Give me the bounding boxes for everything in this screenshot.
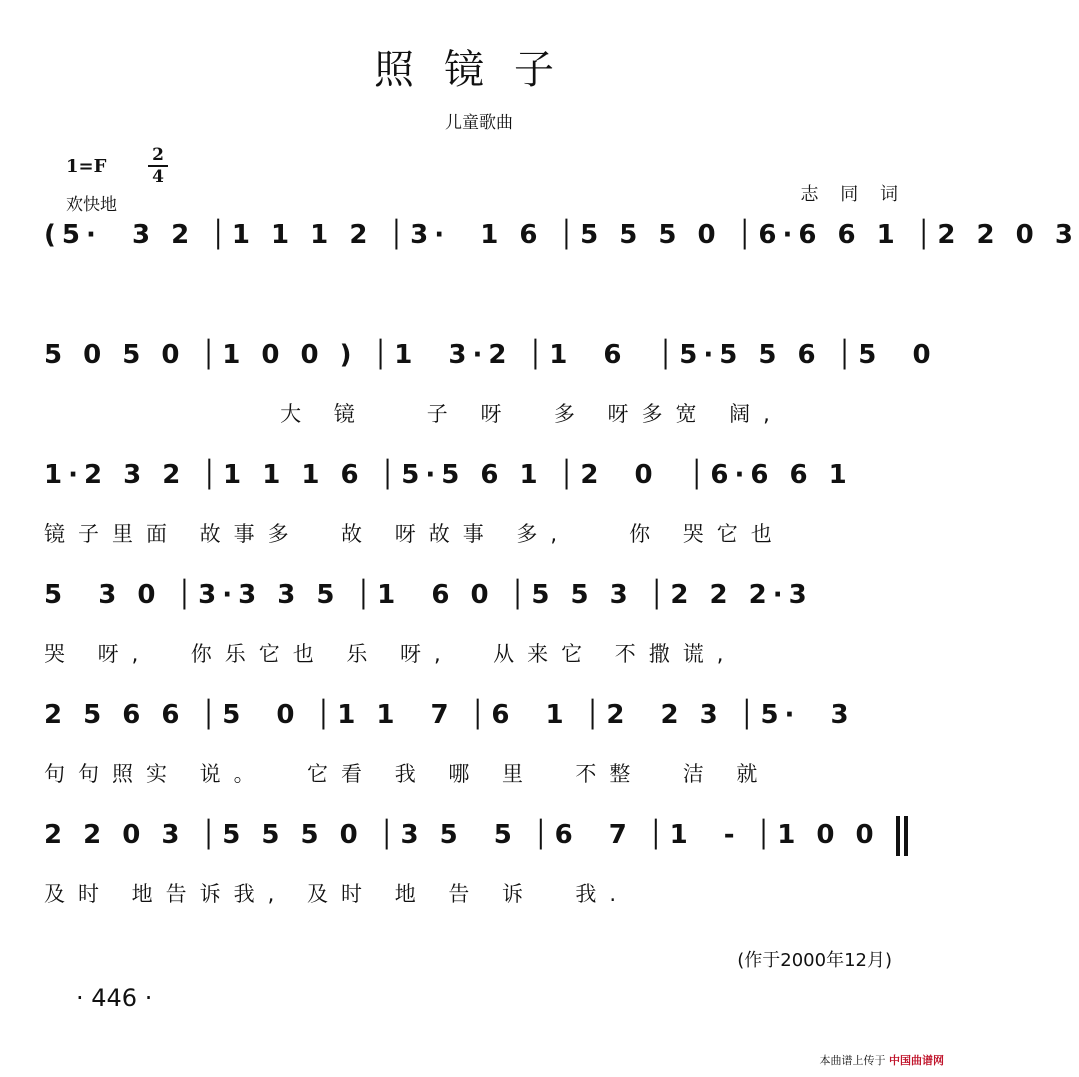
staff-lyrics: 大 镜 子 呀 多 呀多宽 阔, [44, 402, 783, 426]
final-barline [904, 816, 908, 856]
time-signature-bottom: 4 [152, 167, 164, 187]
time-signature-top: 2 [152, 145, 164, 165]
lyricist-credit: 志 同 词 [800, 184, 906, 205]
staff-line-2 [44, 334, 937, 454]
staff-lyrics: 哭 呀, 你乐它也 乐 呀, 从来它 不撒谎, [44, 642, 737, 666]
song-title: 照镜子 [374, 47, 584, 93]
composition-date: (作于2000年12月) [737, 950, 892, 971]
page-number: · 446 · [76, 984, 153, 1012]
staff-notes: 2 5 6 6 │5 0 │1 1 7 │6 1 │2 2 3 │5· 3 [44, 700, 855, 730]
upload-footer [820, 1052, 945, 1068]
site-logo: 中国曲谱网 [889, 1054, 944, 1067]
staff-line-4 [44, 574, 924, 694]
staff-lyrics: 句句照实 说。 它看 我 哪 里 不整 洁 就 [44, 762, 771, 786]
key-signature: 1=F [66, 156, 107, 177]
song-subtitle: 儿童歌曲 [445, 113, 513, 133]
tempo-marking: 欢快地 [66, 195, 117, 215]
staff-lyrics: 及时 地告诉我, 及时 地 告 诉 我. [44, 882, 630, 906]
staff-line-5 [44, 694, 924, 814]
time-signature [148, 146, 168, 186]
staff-lyrics: 镜子里面 故事多 故 呀故事 多, 你 哭它也 [44, 522, 785, 546]
staff-notes: 5 3 0 │3·3 3 5 │1 6 0 │5 5 3 │2 2 2·3 [44, 580, 813, 610]
staff-notes: (5· 3 2 │1 1 1 2 │3· 1 6 │5 5 5 0 │6·6 6 1 │2 2 0 3 [44, 220, 1079, 250]
staff-notes: 5 0 5 0 │1 0 0 ) │1 3·2 │1 6 │5·5 5 6 │5 0 [44, 340, 937, 370]
staff-line-6 [44, 814, 924, 934]
final-barline [896, 816, 900, 856]
score [44, 214, 1079, 934]
staff-line-3 [44, 454, 924, 574]
footer-text: 本曲谱上传于 [819, 1054, 886, 1067]
staff-line-1 [44, 214, 1079, 334]
staff-notes: 1·2 3 2 │1 1 1 6 │5·5 6 1 │2 0 │6·6 6 1 [44, 460, 853, 490]
staff-notes: 2 2 0 3 │5 5 5 0 │3 5 5 │6 7 │1 - │1 0 0 [44, 820, 880, 850]
